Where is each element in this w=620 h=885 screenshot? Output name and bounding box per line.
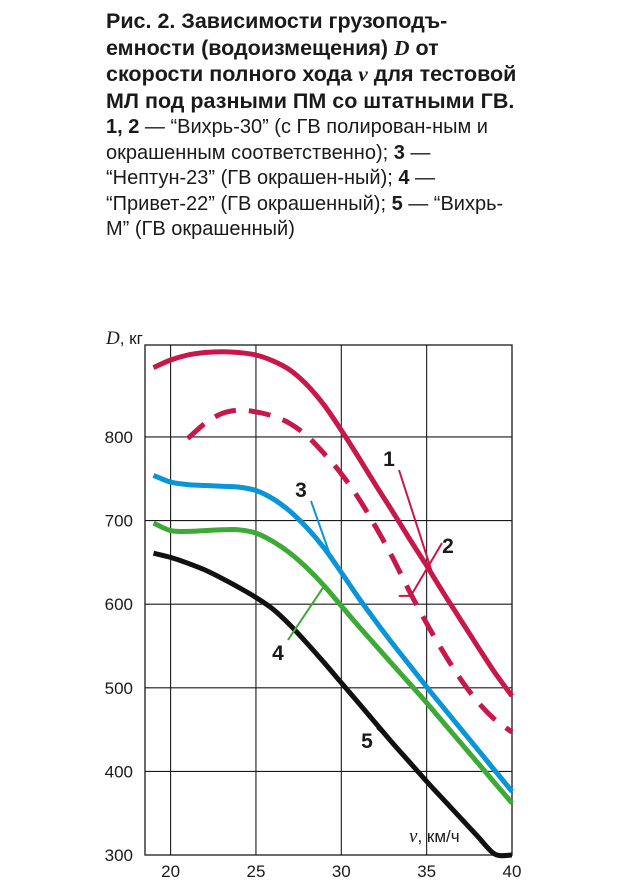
plot-frame	[145, 345, 512, 855]
series-label-5: 5	[361, 730, 373, 753]
series-line-2	[188, 410, 512, 732]
series-leader-3	[311, 501, 331, 558]
x-tick-label: 30	[331, 862, 351, 881]
series-line-4	[154, 523, 513, 803]
x-tick-label: 25	[246, 862, 266, 881]
legend-text-1: — “Вихрь-30” (с ГВ полирован-ным и окрашенным соответственно);	[106, 116, 488, 164]
legend-num-5: 5	[391, 192, 403, 215]
x-tick-label: 35	[417, 862, 437, 881]
legend-num-3: 3	[393, 141, 405, 164]
series-label-4: 4	[272, 642, 284, 665]
series-leader-1	[399, 470, 433, 577]
y-tick-label: 500	[104, 678, 133, 698]
series-label-3: 3	[295, 479, 307, 502]
series-line-1	[154, 352, 513, 696]
x-axis-var: v	[409, 826, 418, 847]
y-axis-unit: , кг	[119, 329, 143, 348]
y-tick-label: 400	[104, 762, 133, 782]
y-tick-label: 300	[104, 846, 133, 865]
x-axis-unit: , км/ч	[417, 827, 460, 846]
series-leader-4	[288, 586, 324, 640]
caption-title-suffix: для тестовой МЛ под разными ПМ со штатными ГВ.	[106, 62, 517, 113]
grid	[145, 345, 512, 855]
y-tick-label: 800	[104, 427, 133, 447]
y-axis-var: D	[106, 328, 120, 349]
caption-var-v: v	[358, 62, 368, 86]
legend-num-4: 4	[398, 167, 410, 189]
x-tick-label: 40	[502, 862, 522, 881]
caption-var-d: D	[394, 35, 410, 60]
legend-num-1: 1, 2	[106, 116, 140, 138]
caption-title-mid: от скорости полного хода	[106, 35, 439, 86]
y-tick-label: 700	[104, 511, 133, 531]
legend-text-3: — “Нептун-23” (ГВ окрашен-ный);	[106, 141, 431, 189]
x-tick-label: 20	[161, 862, 181, 881]
legend-text-5: — “Вихрь-М” (ГВ окрашенный)	[106, 192, 504, 240]
legend-text-4: — “Привет-22” (ГВ окрашенный);	[106, 167, 436, 215]
x-axis-label	[409, 826, 460, 847]
y-tick-label: 600	[104, 595, 133, 615]
series-label-2: 2	[442, 535, 454, 558]
series-line-3	[154, 475, 513, 791]
y-axis-label	[105, 328, 143, 349]
caption-title-prefix: Рис. 2. Зависимости грузоподъ-емности (водоизмещения)	[106, 9, 448, 60]
series-label-1: 1	[383, 448, 395, 471]
